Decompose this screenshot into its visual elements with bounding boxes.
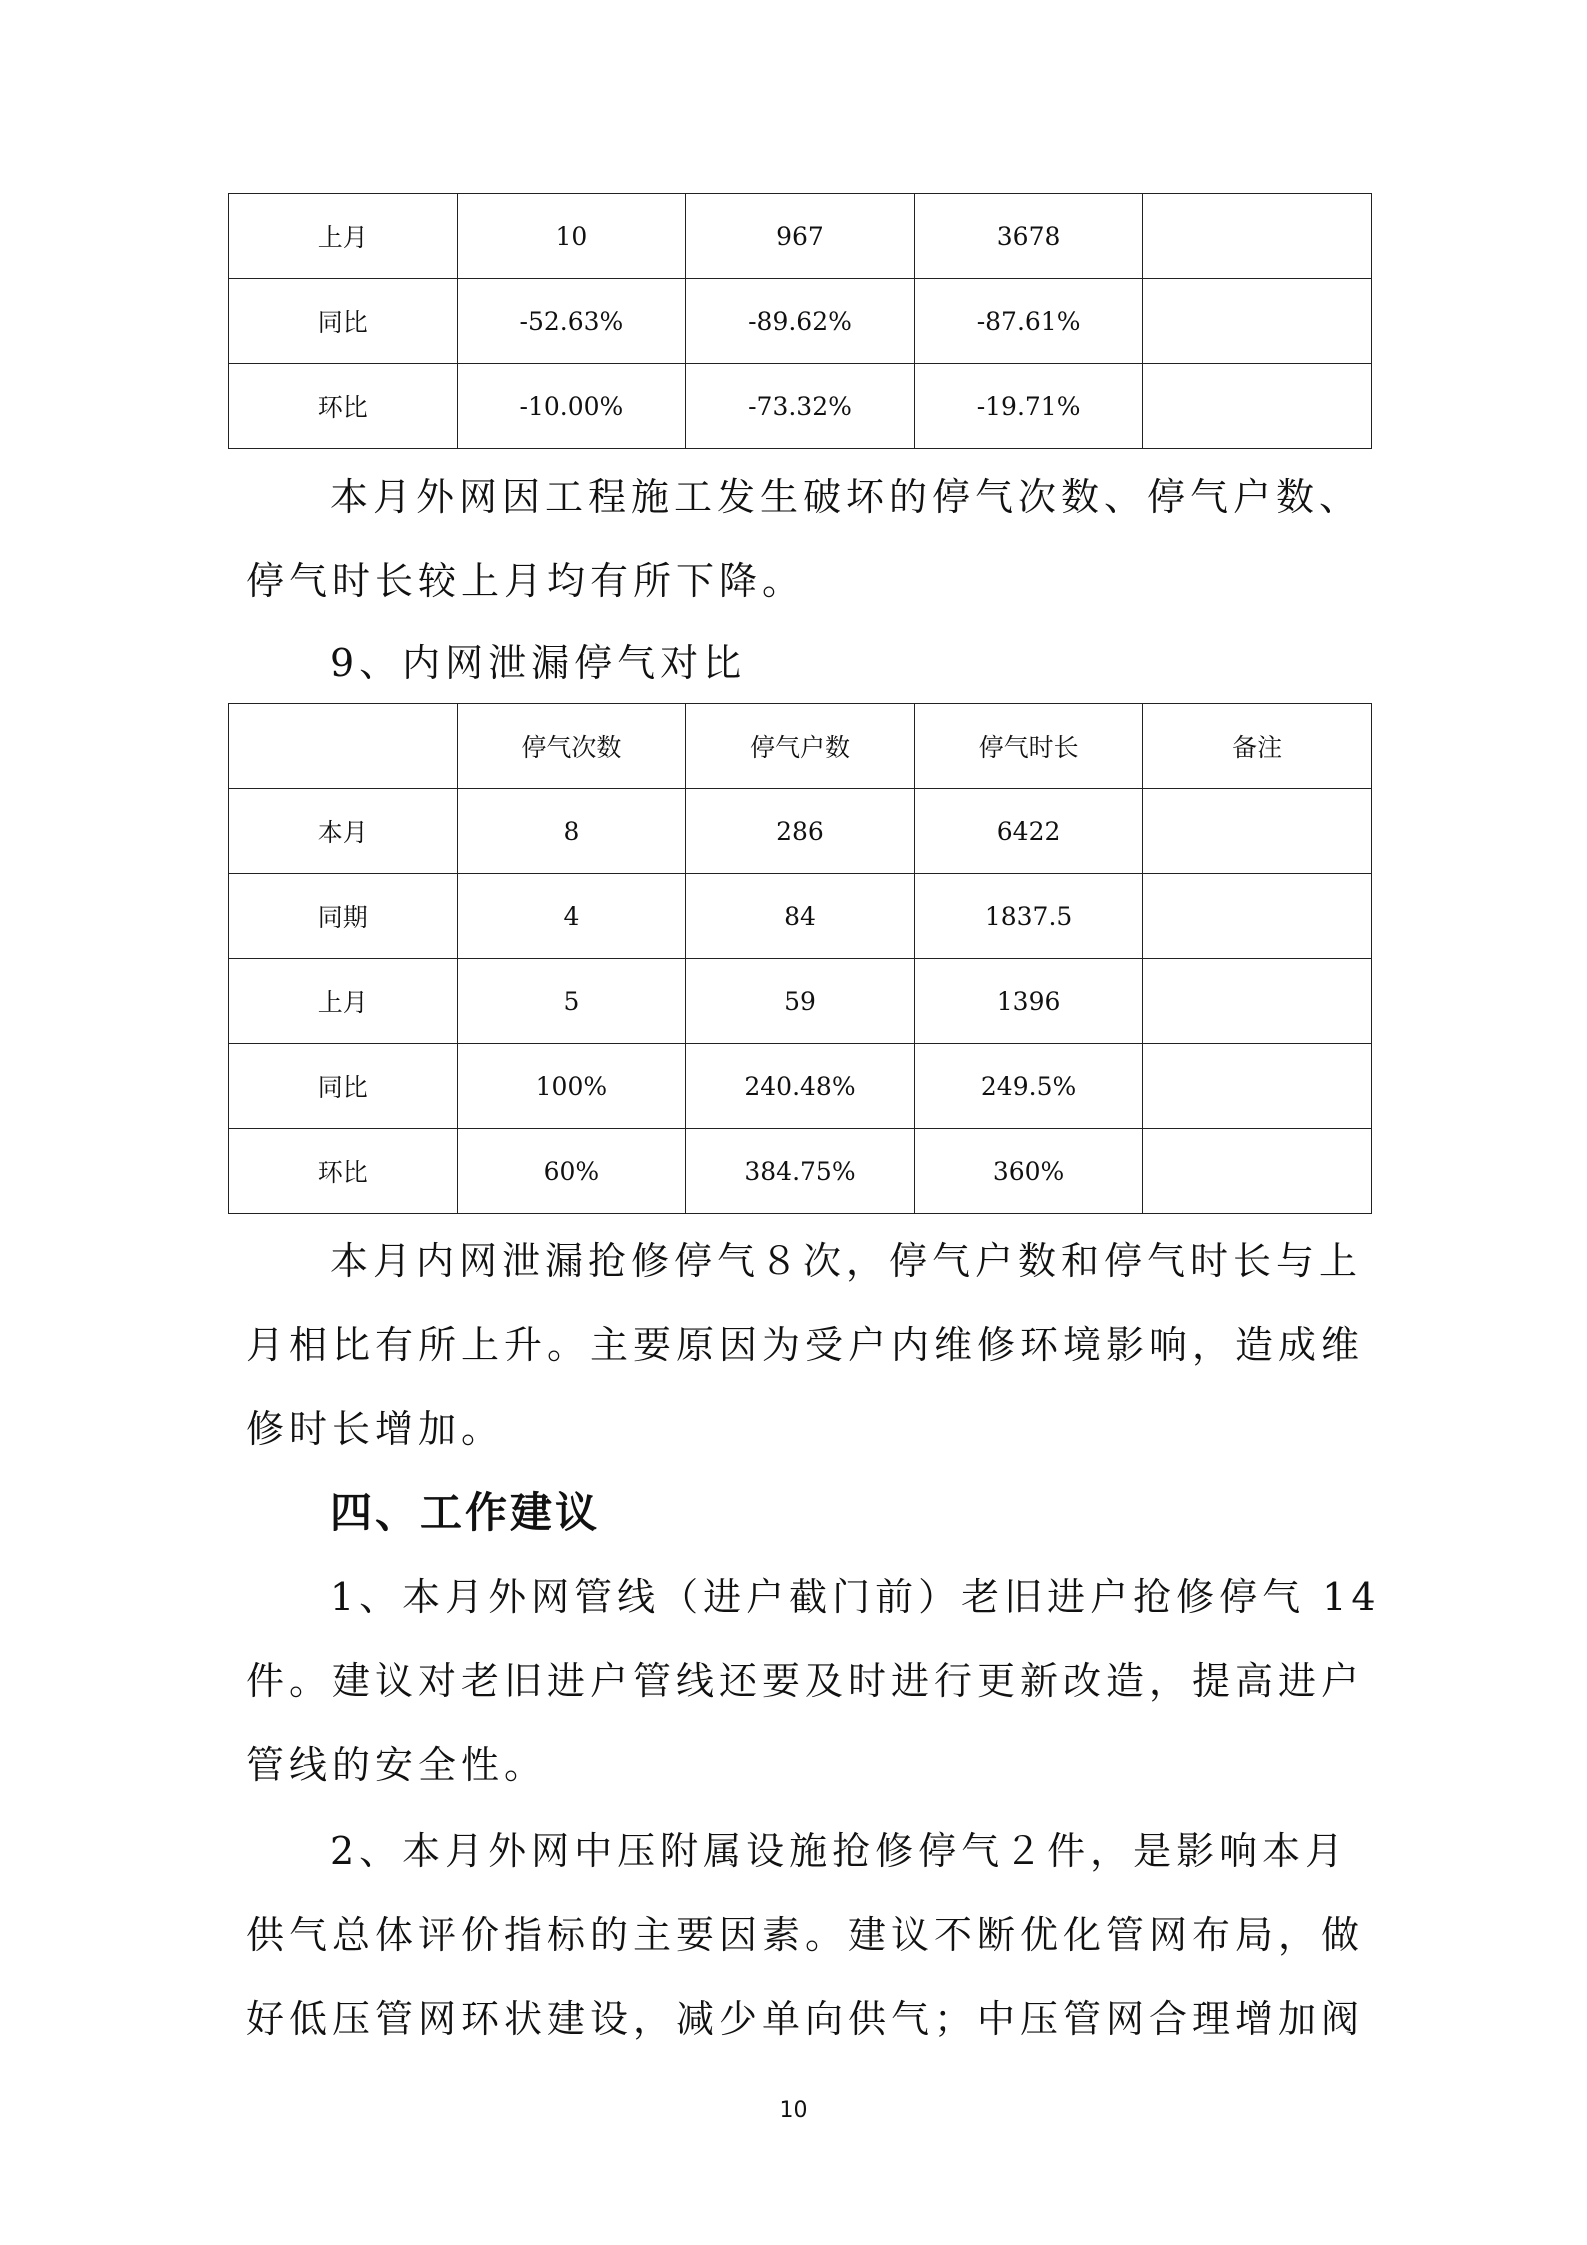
row-label: 环比 bbox=[229, 364, 458, 449]
paragraph-line: 本月外网因工程施工发生破坏的停气次数、停气户数、 bbox=[330, 475, 1363, 519]
paragraph-line: 停气时长较上月均有所下降。 bbox=[246, 559, 806, 603]
paragraph-line: 2、本月外网中压附属设施抢修停气２件，是影响本月 bbox=[330, 1829, 1349, 1873]
row-label: 上月 bbox=[229, 959, 458, 1044]
remarks-cell bbox=[1143, 874, 1372, 959]
outage-households-cell: 59 bbox=[686, 959, 915, 1044]
outage-duration-cell: 1837.5 bbox=[914, 874, 1143, 959]
outage-count-cell: 5 bbox=[457, 959, 686, 1044]
paragraph-line: 本月内网泄漏抢修停气８次，停气户数和停气时长与上 bbox=[330, 1239, 1363, 1283]
section-heading: 四、工作建议 bbox=[330, 1488, 601, 1537]
row-label: 同比 bbox=[229, 279, 458, 364]
paragraph-line: 1、本月外网管线（进户截门前）老旧进户抢修停气 14 bbox=[330, 1575, 1381, 1619]
inner-network-leak-comparison-table bbox=[228, 703, 1372, 1214]
row-label: 环比 bbox=[229, 1129, 458, 1214]
outage-households-cell: 286 bbox=[686, 789, 915, 874]
column-header: 备注 bbox=[1143, 704, 1372, 789]
outage-duration-cell: -19.71% bbox=[914, 364, 1143, 449]
table-header-row bbox=[229, 704, 1372, 789]
outage-duration-cell: 6422 bbox=[914, 789, 1143, 874]
paragraph-line: 供气总体评价指标的主要因素。建议不断优化管网布局，做 bbox=[246, 1913, 1365, 1957]
column-header: 停气户数 bbox=[686, 704, 915, 789]
outage-households-cell: -89.62% bbox=[686, 279, 915, 364]
remarks-cell bbox=[1143, 279, 1372, 364]
page-number: 10 bbox=[779, 2098, 808, 2123]
paragraph-line: 好低压管网环状建设，减少单向供气；中压管网合理增加阀 bbox=[246, 1997, 1365, 2041]
outage-duration-cell: -87.61% bbox=[914, 279, 1143, 364]
column-header: 停气时长 bbox=[914, 704, 1143, 789]
table-row bbox=[229, 364, 1372, 449]
row-label: 同期 bbox=[229, 874, 458, 959]
table-row bbox=[229, 279, 1372, 364]
table-row bbox=[229, 194, 1372, 279]
outage-households-cell: 84 bbox=[686, 874, 915, 959]
outage-duration-cell: 360% bbox=[914, 1129, 1143, 1214]
outage-count-cell: 60% bbox=[457, 1129, 686, 1214]
paragraph-line: 件。建议对老旧进户管线还要及时进行更新改造，提高进户 bbox=[246, 1659, 1365, 1703]
outage-count-cell: 10 bbox=[457, 194, 686, 279]
outage-count-cell: 4 bbox=[457, 874, 686, 959]
table-row bbox=[229, 874, 1372, 959]
remarks-cell bbox=[1143, 194, 1372, 279]
row-label: 上月 bbox=[229, 194, 458, 279]
outer-network-comparison-table bbox=[228, 193, 1372, 449]
paragraph-line: 管线的安全性。 bbox=[246, 1743, 548, 1787]
outage-households-cell: 240.48% bbox=[686, 1044, 915, 1129]
remarks-cell bbox=[1143, 1129, 1372, 1214]
header-blank-cell bbox=[229, 704, 458, 789]
outage-count-cell: -52.63% bbox=[457, 279, 686, 364]
outage-duration-cell: 1396 bbox=[914, 959, 1143, 1044]
remarks-cell bbox=[1143, 789, 1372, 874]
table-row bbox=[229, 959, 1372, 1044]
outage-households-cell: 967 bbox=[686, 194, 915, 279]
column-header: 停气次数 bbox=[457, 704, 686, 789]
remarks-cell bbox=[1143, 959, 1372, 1044]
paragraph-line: 月相比有所上升。主要原因为受户内维修环境影响，造成维 bbox=[246, 1323, 1365, 1367]
remarks-cell bbox=[1143, 1044, 1372, 1129]
outage-count-cell: 100% bbox=[457, 1044, 686, 1129]
remarks-cell bbox=[1143, 364, 1372, 449]
outage-duration-cell: 249.5% bbox=[914, 1044, 1143, 1129]
table-row bbox=[229, 789, 1372, 874]
outage-duration-cell: 3678 bbox=[914, 194, 1143, 279]
table-row bbox=[229, 1129, 1372, 1214]
table-row bbox=[229, 1044, 1372, 1129]
outage-households-cell: -73.32% bbox=[686, 364, 915, 449]
outage-count-cell: -10.00% bbox=[457, 364, 686, 449]
outage-count-cell: 8 bbox=[457, 789, 686, 874]
outage-households-cell: 384.75% bbox=[686, 1129, 915, 1214]
section-title: 9、内网泄漏停气对比 bbox=[330, 641, 747, 685]
row-label: 本月 bbox=[229, 789, 458, 874]
row-label: 同比 bbox=[229, 1044, 458, 1129]
paragraph-line: 修时长增加。 bbox=[246, 1407, 505, 1451]
